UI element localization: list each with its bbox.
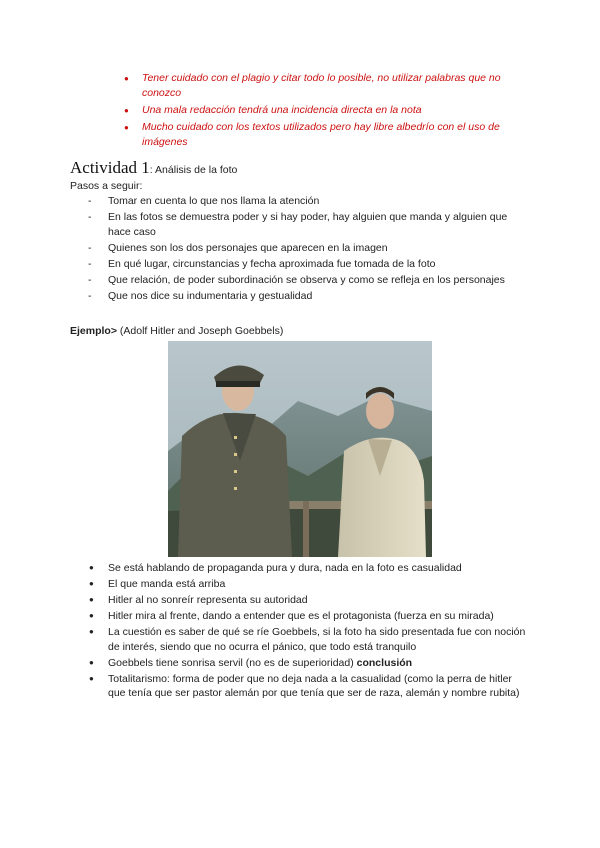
step-item: - Quienes son los dos personajes que aparecen en la imagen: [88, 241, 388, 254]
dash-icon: -: [88, 257, 92, 270]
note-item: ● Mucho cuidado con los textos utilizados pero hay libre albedrío con el uso de imágenes: [124, 121, 500, 148]
bullet-icon: ●: [89, 563, 94, 572]
dash-icon: -: [88, 195, 92, 207]
finding-item: ● Se está hablando de propaganda pura y dura, nada en la foto es casualidad: [89, 562, 462, 574]
steps-heading: Pasos a seguir:: [70, 180, 143, 192]
dash-icon: -: [88, 211, 92, 223]
conclusion-label: conclusión: [356, 656, 413, 669]
bullet-icon: ●: [89, 595, 94, 604]
step-item: - En qué lugar, circunstancias y fecha aproximada fue tomada de la foto: [88, 257, 436, 270]
bullet-icon: ●: [89, 627, 94, 636]
notes-list: [118, 71, 538, 152]
bullet-icon: ●: [124, 106, 129, 115]
activity-title: Actividad 1: [70, 158, 150, 177]
bullet-icon: ●: [89, 611, 94, 620]
bullet-icon: ●: [124, 74, 129, 83]
activity-subtitle: : Análisis de la foto: [149, 164, 238, 176]
finding-item: ● La cuestión es saber de qué se ríe Goebbels, si la foto ha sido presentada fue con noción de interés, siendo que no ocurra el pánico, que todo está tranquilo: [89, 626, 526, 653]
example-text: (Adolf Hitler and Joseph Goebbels): [116, 325, 284, 337]
activity-heading: [70, 158, 237, 178]
finding-item: ● Goebbels tiene sonrisa servil (no es de superioridad) conclusión: [89, 656, 413, 669]
finding-item: ● Totalitarismo: forma de poder que no deja nada a la casualidad (como la perra de hitler que tenía que ser pastor alemán por que tenía que ser de raza, alemán y nombre rubita): [89, 672, 520, 699]
note-item: ● Una mala redacción tendrá una incidencia directa en la nota: [124, 104, 422, 116]
bullet-icon: ●: [89, 673, 94, 683]
finding-item: ● Hitler al no sonreír representa su autoridad: [89, 594, 308, 606]
bullet-icon: ●: [89, 579, 94, 588]
example-label: Ejemplo>: [70, 325, 117, 337]
steps-list: [88, 194, 528, 305]
step-item: - En las fotos se demuestra poder y si hay poder, hay alguien que manda y alguien que hace caso: [88, 211, 508, 238]
step-item: - Que nos dice su indumentaria y gestualidad: [88, 289, 313, 302]
dash-icon: -: [88, 289, 92, 302]
step-item: - Que relación, de poder subordinación se observa y como se refleja en los personajes: [88, 273, 505, 286]
step-item: - Tomar en cuenta lo que nos llama la atención: [88, 195, 320, 207]
finding-item: ● Hitler mira al frente, dando a entender que es el protagonista (fuerza en su mirada): [89, 610, 494, 622]
bullet-icon: ●: [124, 123, 129, 132]
note-item: ● Tener cuidado con el plagio y citar todo lo posible, no utilizar palabras que no conozco: [124, 72, 501, 99]
dash-icon: -: [88, 273, 92, 286]
findings-list: [88, 561, 528, 702]
finding-item: ● El que manda está arriba: [89, 578, 226, 590]
example-line: [70, 325, 283, 337]
dash-icon: -: [88, 241, 92, 254]
bullet-icon: ●: [89, 657, 94, 667]
historical-photo: [168, 341, 432, 557]
